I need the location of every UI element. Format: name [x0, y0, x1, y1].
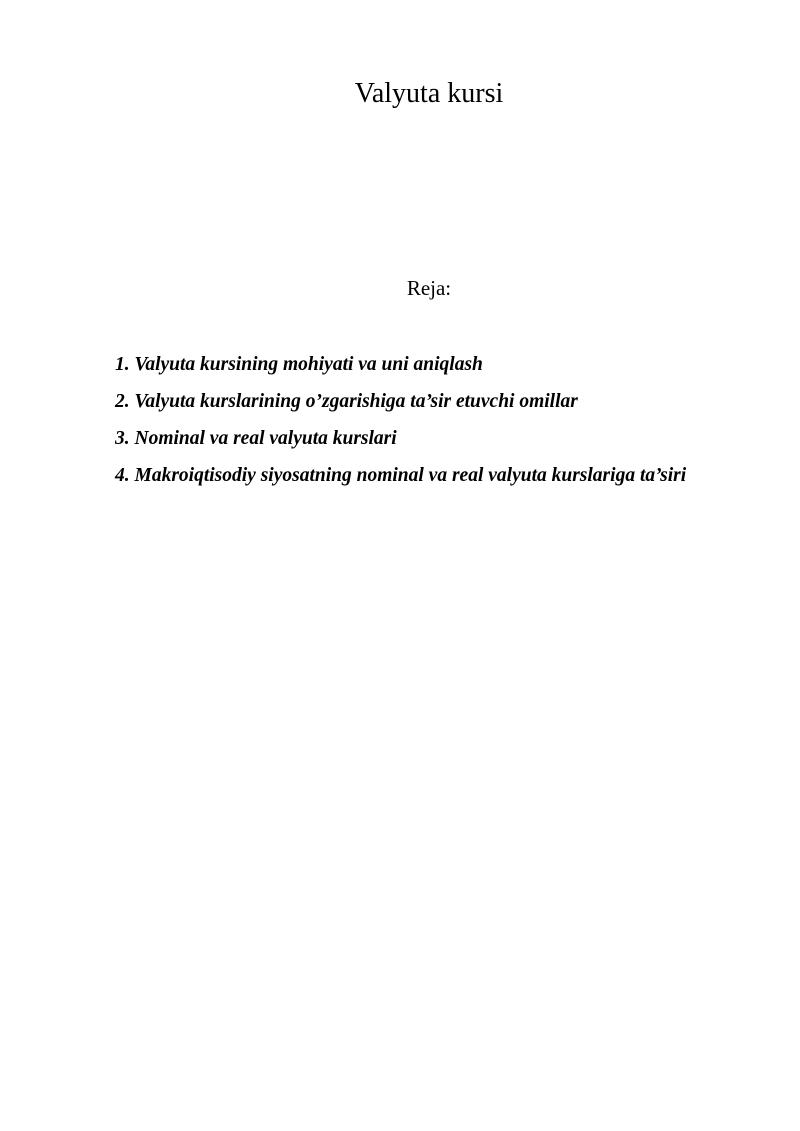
plan-item: 3. Nominal va real valyuta kurslari [115, 428, 397, 449]
plan-heading: Reja: [406, 276, 452, 300]
plan-item: 4. Makroiqtisodiy siyosatning nominal va real valyuta kurslariga ta’siri [115, 465, 687, 486]
plan-item: 2. Valyuta kurslarining o’zgarishiga ta’sir etuvchi omillar [115, 391, 578, 412]
document-title: Valyuta kursi [354, 78, 504, 109]
plan-item: 1. Valyuta kursining mohiyati va uni aniqlash [115, 354, 483, 375]
plan-list [115, 346, 715, 494]
